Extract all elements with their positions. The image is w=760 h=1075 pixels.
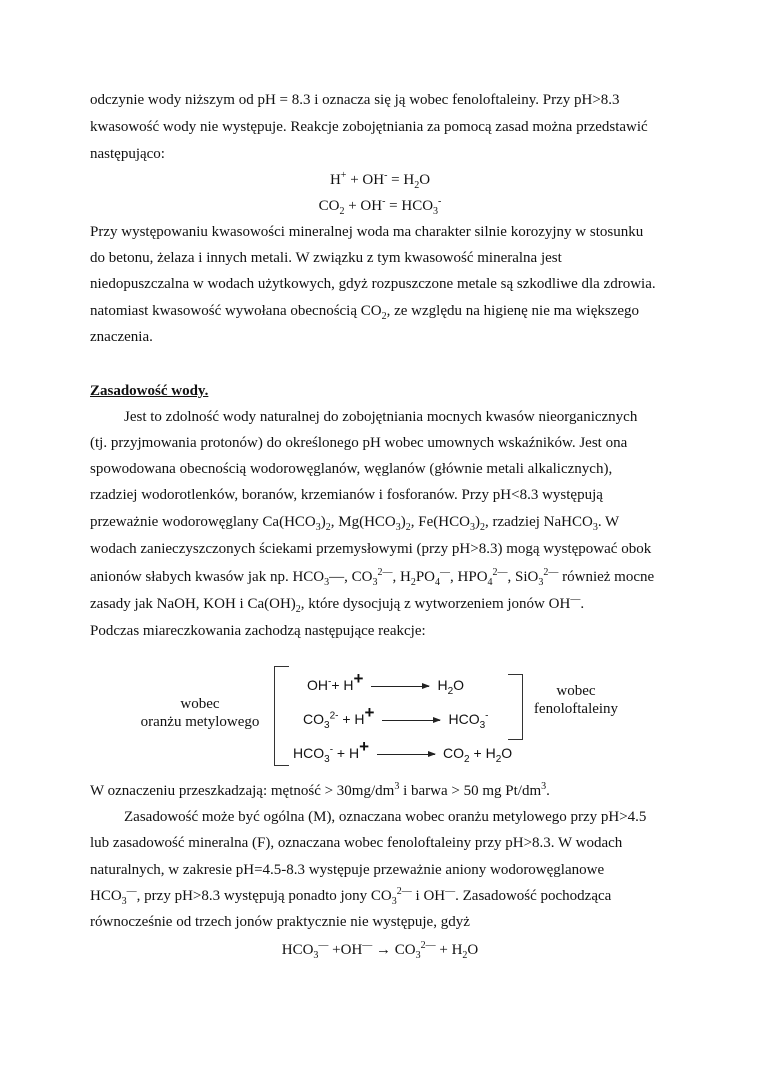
text-line bbox=[90, 249, 562, 267]
equation bbox=[0, 941, 760, 959]
text-run: OH bbox=[307, 677, 328, 693]
text-run: rzadziej wodorotlenków, boranów, krzemianów i fosforanów. Przy pH<8.3 występują bbox=[90, 487, 603, 503]
subscript: 2 bbox=[339, 206, 345, 217]
text-run: natomiast kwasowość wywołana obecnością CO bbox=[90, 303, 382, 319]
text-run: PO bbox=[415, 569, 436, 585]
text-run: Podczas miareczkowania zachodzą następujące reakcje: bbox=[90, 623, 426, 639]
section-heading bbox=[90, 382, 208, 400]
subscript: 3 bbox=[324, 577, 330, 588]
subscript: 2 bbox=[495, 753, 502, 765]
text-run: — bbox=[329, 569, 345, 585]
text-line bbox=[90, 145, 165, 163]
text-run: + H bbox=[469, 745, 496, 761]
text-line bbox=[90, 486, 603, 504]
reaction-3 bbox=[293, 737, 513, 765]
subscript: 3 bbox=[415, 950, 421, 961]
left-label bbox=[130, 695, 270, 731]
text-line bbox=[90, 568, 654, 586]
text-run: HCO bbox=[90, 888, 122, 904]
left-bracket bbox=[274, 666, 289, 766]
text-run: , SiO bbox=[507, 569, 539, 585]
text-run: HCO bbox=[293, 745, 325, 761]
subscript: 2 bbox=[405, 522, 411, 533]
text-run: + bbox=[359, 737, 370, 756]
superscript: - bbox=[328, 676, 332, 688]
text-run: = H bbox=[387, 172, 415, 188]
superscript: — bbox=[126, 886, 137, 897]
text-run: następująco: bbox=[90, 146, 165, 162]
text-run: . bbox=[580, 596, 585, 612]
text-line bbox=[90, 275, 656, 293]
text-run: O bbox=[453, 677, 465, 693]
subscript: 2 bbox=[414, 180, 420, 191]
text-run: CO bbox=[303, 711, 324, 727]
superscript: - bbox=[438, 196, 442, 207]
text-run: niedopuszczalna w wodach użytkowych, gdyż rozpuszczone metale są szkodliwe dla zdrowia. bbox=[90, 276, 656, 292]
text-run: równocześnie od trzech jonów praktycznie nie występuje, gdyż bbox=[90, 914, 470, 930]
text-run: → CO bbox=[372, 942, 416, 958]
superscript: 2— bbox=[543, 567, 559, 578]
equation bbox=[0, 197, 760, 215]
text-run: . bbox=[546, 783, 550, 799]
text-line bbox=[90, 302, 639, 320]
right-label-line: fenoloftaleiny bbox=[533, 701, 619, 717]
arrow-icon bbox=[371, 686, 429, 687]
subscript: 2 bbox=[479, 522, 485, 533]
text-run: , H bbox=[392, 569, 411, 585]
text-run: + bbox=[353, 669, 364, 688]
text-run: O bbox=[419, 172, 431, 188]
superscript: 3 bbox=[394, 781, 400, 792]
subscript: 3 bbox=[433, 206, 439, 217]
subscript: 3 bbox=[324, 719, 330, 731]
text-run: do betonu, żelaza i innych metali. W związku z tym kwasowość mineralna jest bbox=[90, 250, 562, 266]
text-run: + H bbox=[435, 942, 463, 958]
text-run: O bbox=[501, 745, 513, 761]
text-line bbox=[90, 913, 470, 931]
text-line bbox=[90, 91, 620, 109]
text-run: +OH bbox=[328, 942, 363, 958]
superscript: + bbox=[340, 170, 347, 181]
text-run: W oznaczeniu przeszkadzają: mętność > 30mg/dm bbox=[90, 783, 395, 799]
subscript: 4 bbox=[435, 577, 441, 588]
subscript: 3 bbox=[121, 896, 127, 907]
superscript: — bbox=[570, 594, 581, 605]
text-run: Przy występowaniu kwasowości mineralnej woda ma charakter silnie korozyjny w stosunku bbox=[90, 224, 644, 240]
text-run: . Zasadowość pochodząca bbox=[455, 888, 612, 904]
text-run: anionów słabych kwasów jak np. HCO bbox=[90, 569, 325, 585]
subscript: 2 bbox=[325, 522, 331, 533]
text-line bbox=[124, 808, 646, 826]
subscript: 3 bbox=[479, 719, 486, 731]
text-run: , CO bbox=[344, 569, 373, 585]
superscript: 2— bbox=[396, 886, 412, 897]
text-run: ) bbox=[474, 514, 480, 530]
text-run: + H bbox=[338, 711, 365, 727]
text-run: , Fe(HCO bbox=[410, 514, 470, 530]
subscript: 2 bbox=[447, 685, 454, 697]
subscript: 4 bbox=[487, 577, 493, 588]
text-run: = HCO bbox=[385, 198, 434, 214]
text-run: znaczenia. bbox=[90, 329, 153, 345]
subscript: 3 bbox=[592, 522, 598, 533]
reaction-1 bbox=[307, 669, 465, 697]
superscript: — bbox=[318, 940, 329, 951]
text-line bbox=[90, 595, 584, 613]
text-run: ) bbox=[400, 514, 406, 530]
text-run: , HPO bbox=[450, 569, 488, 585]
text-line bbox=[90, 328, 153, 346]
text-run: kwasowość wody nie występuje. Reakcje zobojętniania za pomocą zasad można przedstawić bbox=[90, 119, 648, 135]
reaction-diagram bbox=[140, 660, 650, 770]
subscript: 2 bbox=[381, 311, 387, 322]
text-line bbox=[90, 887, 611, 905]
text-run: + OH bbox=[346, 172, 385, 188]
text-line bbox=[90, 118, 648, 136]
text-run: wodach zanieczyszczonych ściekami przemysłowymi (przy pH>8.3) mogą występować obok bbox=[90, 541, 652, 557]
text-line bbox=[90, 622, 426, 640]
superscript: - bbox=[384, 170, 388, 181]
text-run: , ze względu na higienę nie ma większego bbox=[386, 303, 640, 319]
text-run: , Mg(HCO bbox=[330, 514, 396, 530]
subscript: 2 bbox=[464, 753, 470, 765]
subscript: 3 bbox=[313, 950, 319, 961]
text-run: , rzadziej NaHCO bbox=[484, 514, 593, 530]
subscript: 3 bbox=[324, 753, 330, 765]
subscript: 3 bbox=[469, 522, 475, 533]
text-run: + OH bbox=[344, 198, 383, 214]
left-label-line: wobec bbox=[180, 696, 220, 712]
text-run: CO bbox=[318, 198, 340, 214]
left-label-line: oranżu metylowego bbox=[140, 714, 260, 730]
text-line bbox=[90, 834, 622, 852]
text-line bbox=[90, 540, 651, 558]
text-run: . W bbox=[597, 514, 620, 530]
text-line bbox=[90, 861, 604, 879]
text-line bbox=[90, 460, 612, 478]
text-line bbox=[90, 223, 643, 241]
superscript: 2- bbox=[329, 710, 339, 722]
subscript: 3 bbox=[391, 896, 397, 907]
superscript: - bbox=[329, 744, 334, 756]
text-run: CO bbox=[443, 745, 465, 761]
text-run: HCO bbox=[281, 942, 314, 958]
superscript: — bbox=[362, 940, 373, 951]
subscript: 2 bbox=[295, 604, 301, 615]
subscript: 2 bbox=[462, 950, 468, 961]
text-run: (tj. przyjmowania protonów) do określonego pH wobec umownych wskaźników. Jest ona bbox=[90, 435, 628, 451]
text-run: przeważnie wodorowęglany Ca(HCO bbox=[90, 514, 316, 530]
equation bbox=[0, 171, 760, 189]
text-run: odczynie wody niższym od pH = 8.3 i oznacza się ją wobec fenoloftaleiny. Przy pH>8.3 bbox=[90, 92, 620, 108]
right-label bbox=[526, 682, 626, 718]
superscript: — bbox=[445, 886, 456, 897]
text-run: Zasadowość może być ogólna (M), oznaczana wobec oranżu metylowego przy pH>4.5 bbox=[124, 809, 647, 825]
text-run: i OH bbox=[411, 888, 446, 904]
text-run: HCO bbox=[448, 711, 480, 727]
text-run: i barwa > 50 mg Pt/dm bbox=[399, 783, 542, 799]
text-run: O bbox=[467, 942, 479, 958]
superscript: — bbox=[440, 567, 451, 578]
text-run: naturalnych, w zakresie pH=4.5-8.3 występuje przeważnie aniony wodorowęglanowe bbox=[90, 862, 605, 878]
reaction-2 bbox=[303, 703, 489, 731]
superscript: - bbox=[382, 196, 386, 207]
right-bracket bbox=[508, 674, 523, 740]
text-run: zasady jak NaOH, KOH i Ca(OH) bbox=[90, 596, 296, 612]
text-run: Jest to zdolność wody naturalnej do zobojętniania mocnych kwasów nieorganicznych bbox=[124, 409, 638, 425]
superscript: - bbox=[485, 710, 489, 722]
text-line bbox=[124, 408, 637, 426]
superscript: 3 bbox=[541, 781, 547, 792]
text-run: + H bbox=[331, 677, 354, 693]
subscript: 3 bbox=[395, 522, 401, 533]
text-run: , przy pH>8.3 występują ponadto jony CO bbox=[136, 888, 392, 904]
superscript: 2— bbox=[377, 567, 393, 578]
text-run: H bbox=[437, 677, 448, 693]
text-run: lub zasadowość mineralna (F), oznaczana wobec fenoloftaleiny przy pH>8.3. W wodach bbox=[90, 835, 623, 851]
arrow-icon bbox=[377, 754, 435, 755]
subscript: 3 bbox=[315, 522, 321, 533]
text-run: Zasadowość wody. bbox=[90, 383, 209, 399]
text-run: spowodowana obecnością wodorowęglanów, węglanów (głównie metali alkalicznych), bbox=[90, 461, 613, 477]
text-line bbox=[90, 513, 619, 531]
text-run: , które dysocjują z wytworzeniem jonów OH bbox=[300, 596, 571, 612]
text-run: ) bbox=[320, 514, 326, 530]
arrow-icon bbox=[382, 720, 440, 721]
subscript: 3 bbox=[538, 577, 544, 588]
text-line bbox=[90, 782, 550, 800]
subscript: 3 bbox=[372, 577, 378, 588]
text-run: również mocne bbox=[558, 569, 655, 585]
text-line bbox=[90, 434, 627, 452]
text-run: + H bbox=[333, 745, 360, 761]
right-label-line: wobec bbox=[556, 683, 596, 699]
superscript: 2— bbox=[492, 567, 508, 578]
text-run: H bbox=[329, 172, 341, 188]
subscript: 2 bbox=[410, 577, 416, 588]
text-run: + bbox=[364, 703, 375, 722]
superscript: 2— bbox=[420, 940, 436, 951]
